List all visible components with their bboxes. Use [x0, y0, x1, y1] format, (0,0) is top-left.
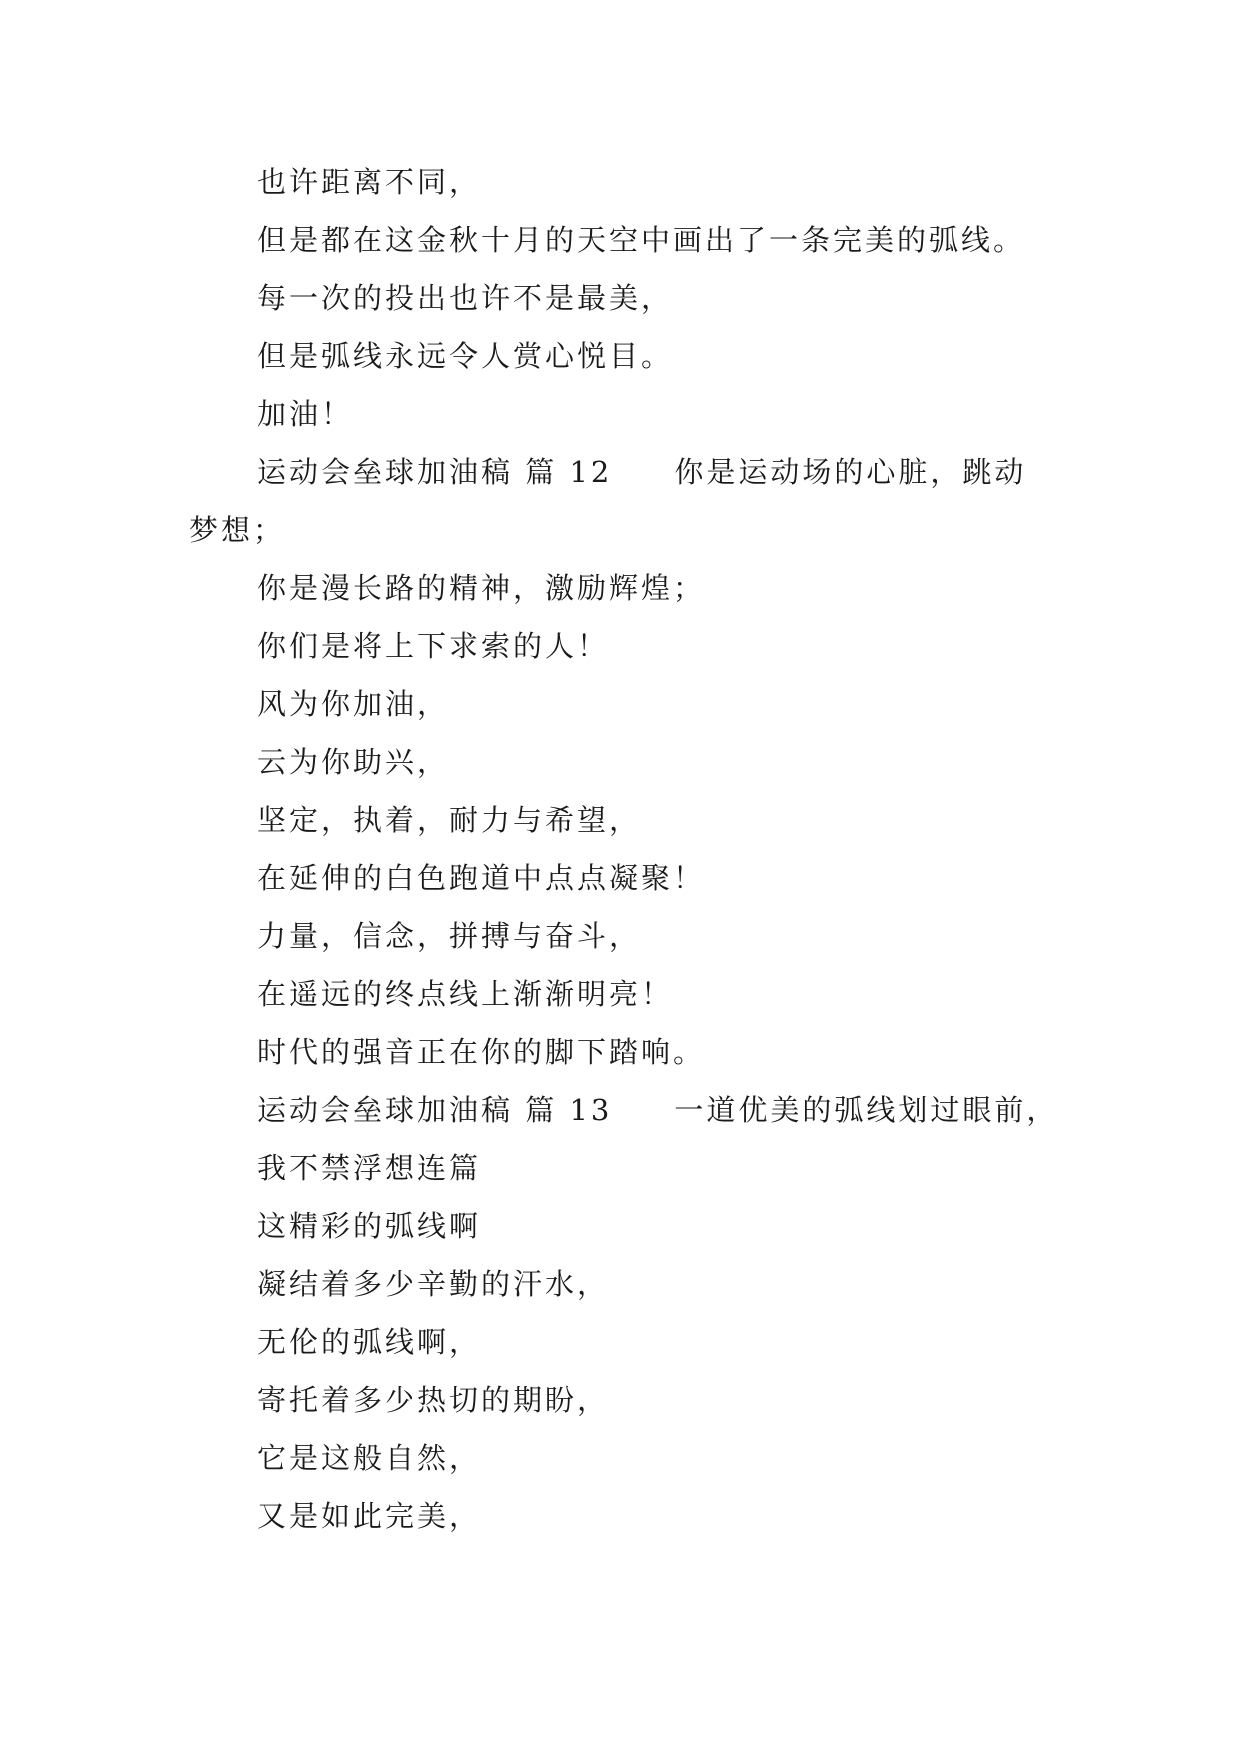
section-number: 篇 12 [525, 455, 613, 489]
paragraph-line: 凝结着多少辛勤的汗水， [257, 1267, 610, 1301]
paragraph-line: 时代的强音正在你的脚下踏响。 [257, 1035, 706, 1069]
paragraph-line: 坚定，执着，耐力与希望， [257, 803, 642, 837]
section-first-text: 你是运动场的心脏，跳动 [674, 455, 1027, 489]
paragraph-line: 加油！ [257, 397, 354, 431]
section-12-heading-line [189, 443, 1069, 501]
paragraph-line: 我不禁浮想连篇 [257, 1151, 482, 1185]
paragraph-line: 你们是将上下求索的人！ [257, 629, 610, 663]
paragraph-line: 在遥远的终点线上渐渐明亮！ [257, 977, 674, 1011]
paragraph-line-continuation: 梦想； [189, 513, 286, 547]
paragraph-line: 又是如此完美， [257, 1499, 482, 1533]
document-body [189, 153, 1069, 1545]
section-13-heading-line [189, 1081, 1069, 1139]
paragraph-line: 这精彩的弧线啊 [257, 1209, 482, 1243]
paragraph-line: 每一次的投出也许不是最美， [257, 281, 674, 315]
section-first-text: 一道优美的弧线划过眼前， [674, 1093, 1059, 1127]
paragraph-line: 你是漫长路的精神，激励辉煌； [257, 571, 706, 605]
section-heading: 运动会垒球加油稿 [257, 1093, 514, 1127]
paragraph-line: 寄托着多少热切的期盼， [257, 1383, 610, 1417]
paragraph-line: 在延伸的白色跑道中点点凝聚！ [257, 861, 706, 895]
section-heading: 运动会垒球加油稿 [257, 455, 514, 489]
section-number: 篇 13 [525, 1093, 613, 1127]
paragraph-line: 风为你加油， [257, 687, 450, 721]
paragraph-line: 但是都在这金秋十月的天空中画出了一条完美的弧线。 [257, 223, 1026, 257]
paragraph-line: 它是这般自然， [257, 1441, 482, 1475]
paragraph-line: 无伦的弧线啊， [257, 1325, 482, 1359]
paragraph-line: 力量，信念，拼搏与奋斗， [257, 919, 642, 953]
paragraph-line: 也许距离不同， [257, 165, 482, 199]
paragraph-line: 但是弧线永远令人赏心悦目。 [257, 339, 674, 373]
paragraph-line: 云为你助兴， [257, 745, 450, 779]
